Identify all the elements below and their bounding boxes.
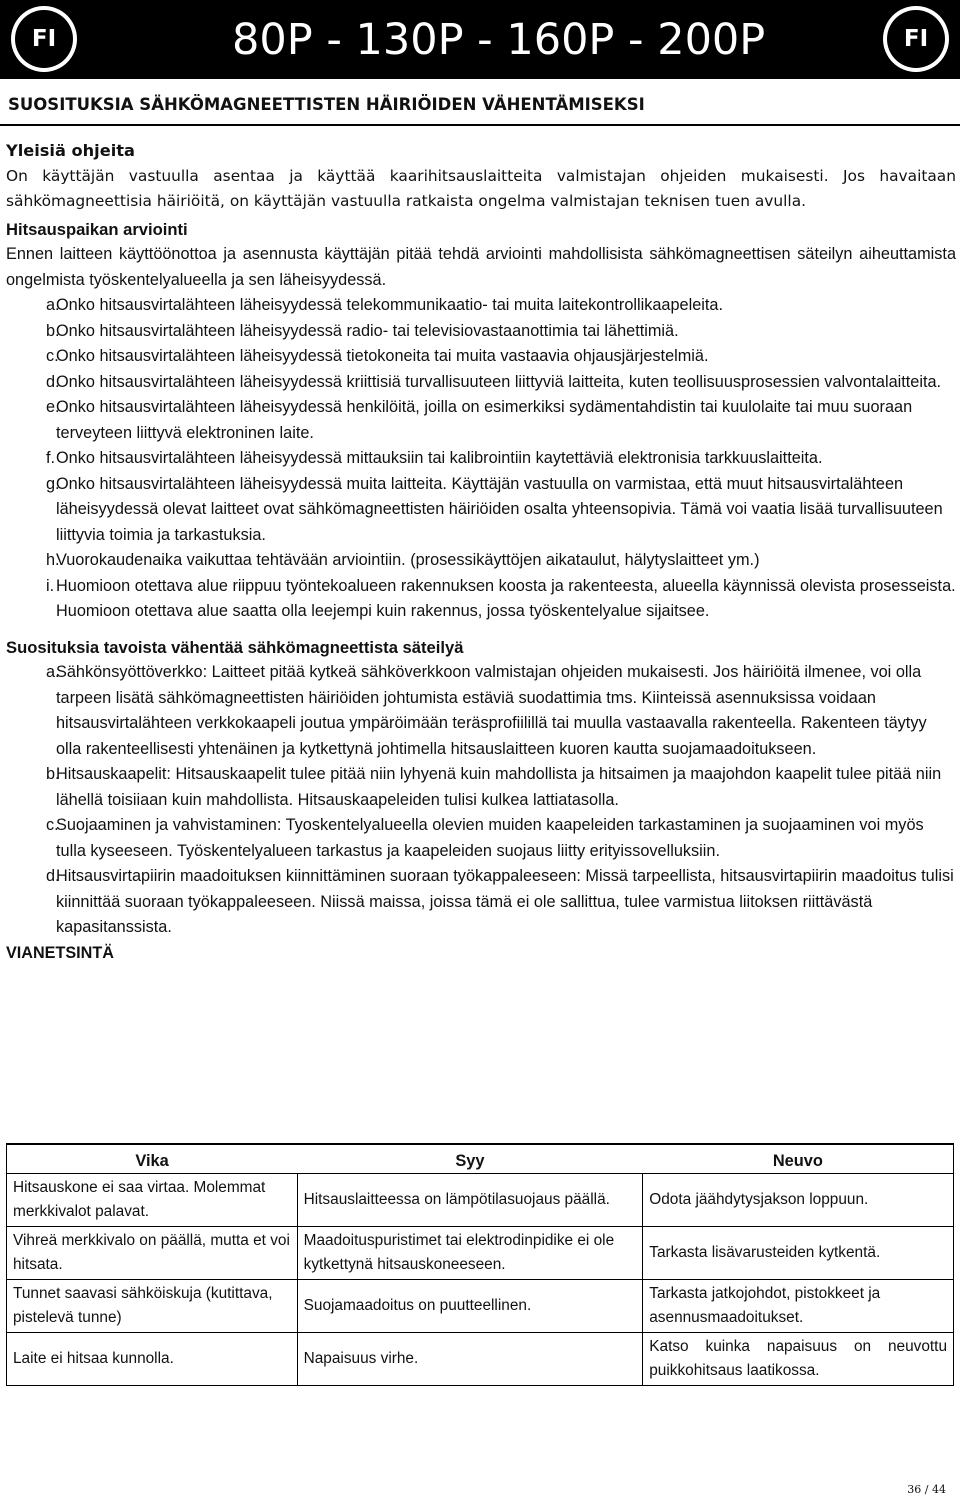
- list-item: [6, 293, 956, 319]
- assessment-list: [6, 293, 956, 625]
- assessment-intro: Ennen laitteen käyttöönottoa ja asennusta käyttäjän pitää tehdä arviointi mahdollisista sähkömagneettisen säteilyn aiheuttamista ongelmista työskentelyalueella ja sen läheisyydessä.: [6, 245, 956, 289]
- troubleshooting-heading: VIANETSINTÄ: [6, 943, 114, 962]
- header-bar: [0, 0, 960, 79]
- list-text: Onko hitsausvirtalähteen läheisyydessä tietokoneita tai muita vastaavia ohjausjärjestelmiä.: [56, 347, 709, 365]
- list-text: Vuorokaudenaika vaikuttaa tehtävään arviointiin. (prosessikäyttöjen aikataulut, hälytyslaitteet ym.): [56, 551, 760, 569]
- table-cell: Vihreä merkkivalo on päällä, mutta et voi hitsata.: [7, 1227, 298, 1280]
- list-marker: b.: [46, 765, 60, 783]
- table-row: [7, 1333, 954, 1386]
- list-text: Huomioon otettava alue riippuu työntekoalueen rakennuksen koosta ja rakenteesta, alueella käynnissä olevista prosesseista. Huomioon otettava alue saatta olla leejempi kuin rakennus, jossa työskentelyalue sijaitsee.: [56, 576, 956, 620]
- fi-badge-label: FI: [887, 10, 945, 68]
- list-item: [6, 574, 956, 625]
- table-cell: Hitsauslaitteessa on lämpötilasuojaus päällä.: [297, 1174, 643, 1227]
- list-marker: a.: [46, 663, 60, 681]
- table-row: [7, 1227, 954, 1280]
- table-cell: Tunnet saavasi sähköiskuja (kutittava, pistelevä tunne): [7, 1280, 298, 1333]
- fi-badge-label: FI: [15, 10, 73, 68]
- list-marker: a.: [46, 296, 60, 314]
- table-cell: Tarkasta jatkojohdot, pistokkeet ja asennusmaadoitukset.: [643, 1280, 954, 1333]
- table-cell: Tarkasta lisävarusteiden kytkentä.: [643, 1227, 954, 1280]
- list-item: [6, 395, 956, 446]
- table-row: [7, 1280, 954, 1333]
- list-marker: e.: [46, 398, 60, 416]
- list-text: Onko hitsausvirtalähteen läheisyydessä mittauksiin tai kalibrointiin kaytettäviä elektronisia tarkkuuslaitteita.: [56, 449, 823, 467]
- title-divider: [0, 124, 960, 126]
- list-item: [6, 548, 956, 574]
- list-marker: h.: [46, 551, 60, 569]
- table-cell: Suojamaadoitus on puutteellinen.: [297, 1280, 643, 1333]
- column-header-advice: Neuvo: [772, 1152, 823, 1170]
- list-text: Suojaaminen ja vahvistaminen: Tyoskentelyalueella olevien muiden kaapeleiden tarkastaminen ja suojaaminen voi myös tulla kyseeseen. Työskentelyalueen tarkastus ja kaapeleiden suojaus liitty erityissovelluksiin.: [56, 816, 924, 860]
- troubleshooting-table: [6, 1143, 954, 1386]
- list-marker: b.: [46, 321, 60, 340]
- column-header-cause: Syy: [455, 1152, 485, 1170]
- table-cell: Odota jäähdytysjakson loppuun.: [643, 1174, 954, 1227]
- list-text: Sähkönsyöttöverkko: Laitteet pitää kytkeä sähköverkkoon valmistajan ohjeiden mukaisesti. Jos häiriöitä ilmenee, voi olla tarpeen lisätä sähkömagneettisten häiriöiden johtumista estäviä suodattimia tms. Kiinteissä asennuksissa voidaan hitsausvirtalähteen verkkokaapeli joutua ympäröimään teräsprofiilillä tai muulla vastaavalla rakenteella. Rakenteen täytyy olla rakenteellisesti yhtenäinen ja kytkettynä johtimella hitsauslaitteen kuoren kautta suojamaadoitukseen.: [56, 663, 927, 758]
- list-item: [6, 370, 956, 396]
- page-title: SUOSITUKSIA SÄHKÖMAGNEETTISTEN HÄIRIÖIDEN VÄHENTÄMISEKSI: [8, 95, 645, 114]
- list-text: Onko hitsausvirtalähteen läheisyydessä kriittisiä turvallisuuteen liittyviä laitteita, kuten teollisuusprosessien valvontalaitteita.: [56, 372, 942, 391]
- table-row: [7, 1174, 954, 1227]
- list-text: Onko hitsausvirtalähteen läheisyydessä radio- tai televisiovastaanottimia tai lähettimiä.: [56, 321, 679, 340]
- list-item: [6, 864, 956, 941]
- list-marker: f.: [46, 449, 56, 467]
- table-cell: Laite ei hitsaa kunnolla.: [7, 1333, 298, 1386]
- column-header-fault: Vika: [135, 1152, 169, 1170]
- fi-language-badge-left: [11, 6, 77, 72]
- list-marker: c.: [46, 347, 59, 365]
- list-item: [6, 660, 956, 762]
- assessment-heading: Hitsauspaikan arviointi: [6, 219, 188, 239]
- table-cell: Hitsauskone ei saa virtaa. Molemmat merkkivalot palavat.: [7, 1174, 298, 1227]
- document-body: [6, 138, 956, 966]
- list-item: [6, 319, 956, 345]
- list-text: Hitsausvirtapiirin maadoituksen kiinnittäminen suoraan työkappaleeseen: Missä tarpeellista, hitsausvirtapiirin maadoitus tulisi kiinnittää suoraan työkappaleeseen. Niissä maissa, joissa tämä ei ole sallittua, tulee varmistua liitoksen riittävästä kapasitanssista.: [56, 867, 954, 936]
- list-text: Onko hitsausvirtalähteen läheisyydessä henkilöitä, joilla on esimerkiksi sydämentahdistin tai kuulolaite tai muu suoraan terveyteen liittyvä elektroninen laite.: [56, 398, 913, 442]
- list-marker: g.: [46, 474, 60, 493]
- general-heading: Yleisiä ohjeita: [6, 141, 135, 160]
- model-title: 80P - 130P - 160P - 200P: [232, 15, 766, 65]
- list-text: Onko hitsausvirtalähteen läheisyydessä muita laitteita. Käyttäjän vastuulla on varmistaa, että muut hitsausvirtalähteen läheisyydessä olevat laitteet ovat sähkömagneettisten häiriöiden osalta yhteensopivia. Tämä voi vaatia lisää turvallisuuteen liittyvia toimia ja tarkastuksia.: [56, 474, 943, 544]
- list-text: Hitsauskaapelit: Hitsauskaapelit tulee pitää niin lyhyenä kuin mahdollista ja hitsaimen ja maajohdon kaapelit tulee pitää niin lähellä toisiiaan kuin mahdollista. Hitsauskaapeleiden tulisi kulkea lattiatasolla.: [56, 765, 942, 809]
- list-item: [6, 472, 956, 549]
- list-marker: i.: [46, 576, 55, 595]
- page-number: 36 / 44: [907, 1483, 946, 1496]
- list-item: [6, 762, 956, 813]
- list-text: Onko hitsausvirtalähteen läheisyydessä telekommunikaatio- tai muita laitekontrollikaapeleita.: [56, 296, 723, 314]
- fi-language-badge-right: [883, 6, 949, 72]
- table-cell: Maadoituspuristimet tai elektrodinpidike ei ole kytkettynä hitsauskoneeseen.: [297, 1227, 643, 1280]
- list-item: [6, 813, 956, 864]
- recommendations-heading: Suosituksia tavoista vähentää sähkömagneettista säteilyä: [6, 637, 464, 657]
- general-text: On käyttäjän vastuulla asentaa ja käyttää kaarihitsauslaitteita valmistajan ohjeiden mukaisesti. Jos havaitaan sähkömagneettisia häiriöitä, on käyttäjän vastuulla ratkaista ongelma valmistajan teknisen tuen avulla.: [6, 166, 956, 210]
- list-marker: d.: [46, 867, 60, 885]
- table-cell: Katso kuinka napaisuus on neuvottu puikkohitsaus laatikossa.: [643, 1333, 954, 1386]
- table-header-row: [7, 1144, 954, 1174]
- list-marker: c.: [46, 816, 59, 834]
- list-item: [6, 344, 956, 370]
- table-cell: Napaisuus virhe.: [297, 1333, 643, 1386]
- recommendations-list: [6, 660, 956, 941]
- list-item: [6, 446, 956, 472]
- list-marker: d.: [46, 372, 60, 391]
